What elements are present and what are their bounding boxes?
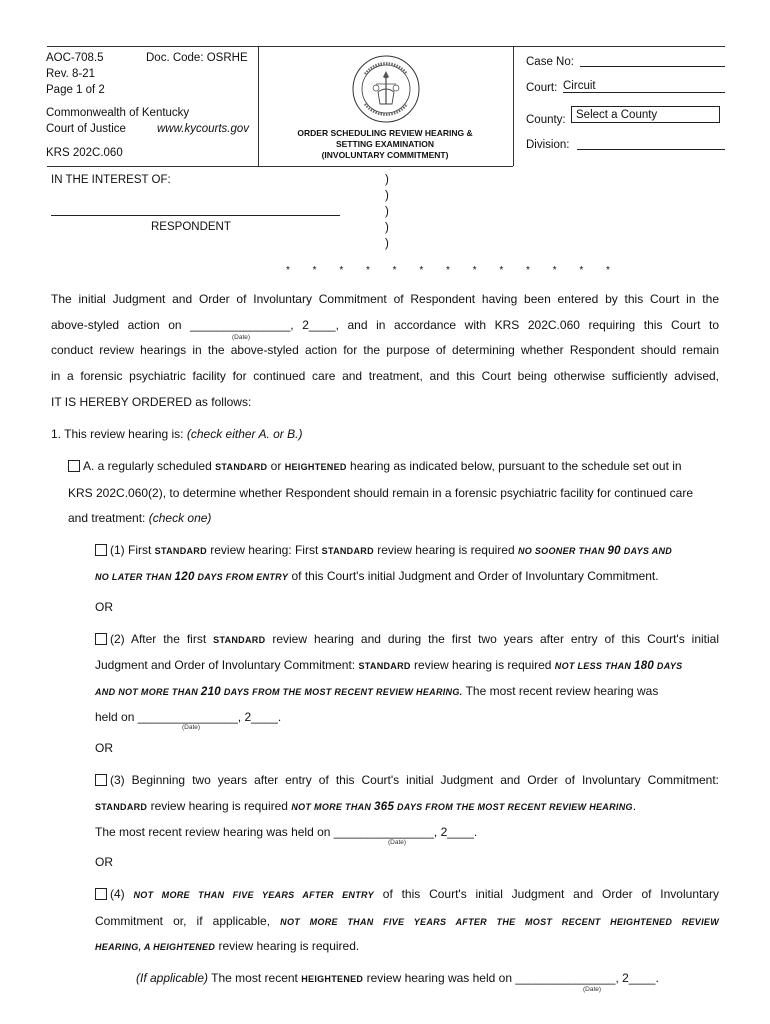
o3-num-1: 365 (374, 801, 395, 813)
county-label: County: (526, 114, 566, 126)
a-line2: KRS 202C.060(2), to determine whether Respondent should remain in a forensic psychiatric facility for continued care (68, 486, 693, 500)
title-line-2: SETTING EXAMINATION (335, 139, 435, 149)
header-divider-right (513, 46, 514, 166)
a-or: or (270, 459, 282, 473)
a-line3: and treatment: (68, 511, 146, 525)
o1-num-1: 90 (607, 545, 621, 557)
o1-num-2: 120 (174, 571, 195, 583)
revision: Rev. 8-21 (46, 68, 96, 80)
o1-end: of this Court's initial Judgment and Order of Involuntary Commitment. (291, 569, 659, 583)
a-post: hearing as indicated below, pursuant to the schedule set out in (350, 459, 682, 473)
o4-app-end: review hearing was held on _______________, 2____. (366, 971, 659, 985)
or-3: OR (95, 855, 113, 869)
court-of-justice: Court of Justice (46, 123, 126, 135)
o2-standard-2: STANDARD (358, 661, 411, 671)
header-divider-left (258, 46, 259, 166)
court-label: Court: (526, 82, 558, 94)
kentucky-seal-icon (351, 54, 421, 127)
date-caption: (Date) (388, 839, 407, 846)
division-label: Division: (526, 139, 570, 151)
checkbox-option-2[interactable] (95, 633, 107, 645)
o2-bold-1: NOT LESS THAN (554, 661, 632, 671)
o2-line2b: review hearing is required (414, 658, 552, 672)
statute: KRS 202C.060 (46, 147, 123, 159)
o4-pre: (4) (110, 887, 125, 901)
para1-line1: The initial Judgment and Order of Involuntary Commitment of Respondent having been entered by this Court in the (51, 292, 719, 306)
o4-applicable: (If applicable) (136, 971, 209, 985)
o4-bold-1: NOT MORE THAN FIVE YEARS AFTER ENTRY (133, 890, 374, 900)
o4-bold-2: NOT MORE THAN FIVE YEARS AFTER THE MOST RECENT HEIGHTENED REVIEW (280, 917, 720, 927)
doc-code: Doc. Code: OSRHE (146, 52, 248, 64)
o1-mid: review hearing: First (210, 543, 319, 557)
checkbox-option-1[interactable] (95, 544, 107, 556)
date-caption: (Date) (232, 334, 251, 341)
a-heightened: HEIGHTENED (284, 462, 347, 472)
o2-num-2: 210 (200, 686, 221, 698)
checkbox-a[interactable] (68, 460, 80, 472)
header-top-rule (47, 46, 725, 47)
checkbox-option-3[interactable] (95, 774, 107, 786)
county-select[interactable]: Select a County (571, 106, 720, 123)
item1-text: 1. This review hearing is: (51, 427, 184, 441)
court-field[interactable] (563, 80, 725, 93)
caption-paren: ) (385, 222, 389, 234)
o4-app-mid: The most recent (211, 971, 298, 985)
o1-bold-2: DAYS AND (623, 546, 673, 556)
o2-bold-2: DAYS (656, 661, 683, 671)
respondent-name-field[interactable] (51, 215, 340, 216)
or-2: OR (95, 741, 113, 755)
o4-post: of this Court's initial Judgment and Order of Involuntary (382, 887, 719, 901)
website: www.kycourts.gov (157, 123, 250, 135)
division-field[interactable] (577, 149, 725, 150)
title-line-3: (INVOLUNTARY COMMITMENT) (321, 150, 449, 160)
caption-paren: ) (385, 238, 389, 250)
state-name: Commonwealth of Kentucky (46, 107, 190, 119)
o1-bold-4: DAYS FROM ENTRY (197, 572, 289, 582)
o1-bold-1: NO SOONER THAN (517, 546, 605, 556)
o3-mid: review hearing is required (150, 799, 288, 813)
o2-line3-end: The most recent review hearing was (465, 684, 659, 698)
o4-heightened: HEIGHTENED (301, 974, 364, 984)
o2-bold-4: DAYS FROM THE MOST RECENT REVIEW HEARING. (223, 687, 463, 697)
page-number: Page 1 of 2 (46, 84, 105, 96)
o2-post: review hearing and during the first two years after entry of this Court's initial (272, 632, 720, 646)
separator-stars: * * * * * * * * * * * * * (286, 265, 620, 276)
a-note: (check one) (148, 511, 212, 525)
item1-note: (check either A. or B.) (186, 427, 303, 441)
or-1: OR (95, 600, 113, 614)
date-caption: (Date) (583, 986, 602, 993)
o3-standard: STANDARD (95, 802, 148, 812)
caption-paren: ) (385, 206, 389, 218)
ordered-text: IT IS HEREBY ORDERED as follows: (51, 395, 252, 409)
o2-pre: (2) After the first (110, 632, 207, 646)
o3-bold-2: DAYS FROM THE MOST RECENT REVIEW HEARING (396, 802, 633, 812)
para1-line2: above-styled action on _______________, 2____, and in accordance with KRS 202C.060 requiring this Court to (51, 318, 719, 332)
o1-mid2: review hearing is required (377, 543, 515, 557)
header-bottom-rule (47, 166, 513, 167)
caption-paren: ) (385, 190, 389, 202)
case-no-label: Case No: (526, 56, 574, 68)
o3-line1: (3) Beginning two years after entry of this Court's initial Judgment and Order of Involuntary Commitment: (110, 773, 719, 787)
title-line-1: ORDER SCHEDULING REVIEW HEARING & (297, 128, 473, 138)
o1-bold-3: NO LATER THAN (95, 572, 172, 582)
o3-period: . (632, 799, 637, 813)
caption-paren: ) (385, 174, 389, 186)
o2-standard: STANDARD (213, 635, 266, 645)
o1-standard-2: STANDARD (321, 546, 374, 556)
case-no-field[interactable] (580, 66, 725, 67)
a-pre: A. a regularly scheduled (83, 459, 212, 473)
interest-of-label: IN THE INTEREST OF: (51, 174, 171, 186)
a-standard: STANDARD (215, 462, 268, 472)
o2-line4: held on _______________, 2____. (95, 710, 282, 724)
o3-bold-1: NOT MORE THAN (291, 802, 372, 812)
o2-num-1: 180 (634, 660, 655, 672)
o4-line2: Commitment or, if applicable, (95, 914, 271, 928)
o2-bold-3: AND NOT MORE THAN (95, 687, 199, 697)
court-value: Circuit (563, 80, 596, 92)
o4-bold-3: HEARING, A HEIGHTENED (95, 942, 216, 952)
para1-line4: in a forensic psychiatric facility for continued care and treatment, and this Court being otherwise sufficiently advised, (51, 369, 719, 383)
o3-line3: The most recent review hearing was held on _______________, 2____. (95, 825, 478, 839)
o1-pre: (1) First (110, 543, 152, 557)
checkbox-option-4[interactable] (95, 888, 107, 900)
o1-standard: STANDARD (154, 546, 207, 556)
o2-line2: Judgment and Order of Involuntary Commitment: (95, 658, 356, 672)
respondent-label: RESPONDENT (151, 221, 231, 233)
para1-line3: conduct review hearings in the above-styled action for the purpose of determining whether Respondent should remain (51, 343, 719, 357)
o4-line3-end: review hearing is required. (218, 939, 360, 953)
form-number: AOC-708.5 (46, 52, 104, 64)
date-caption: (Date) (182, 724, 201, 731)
